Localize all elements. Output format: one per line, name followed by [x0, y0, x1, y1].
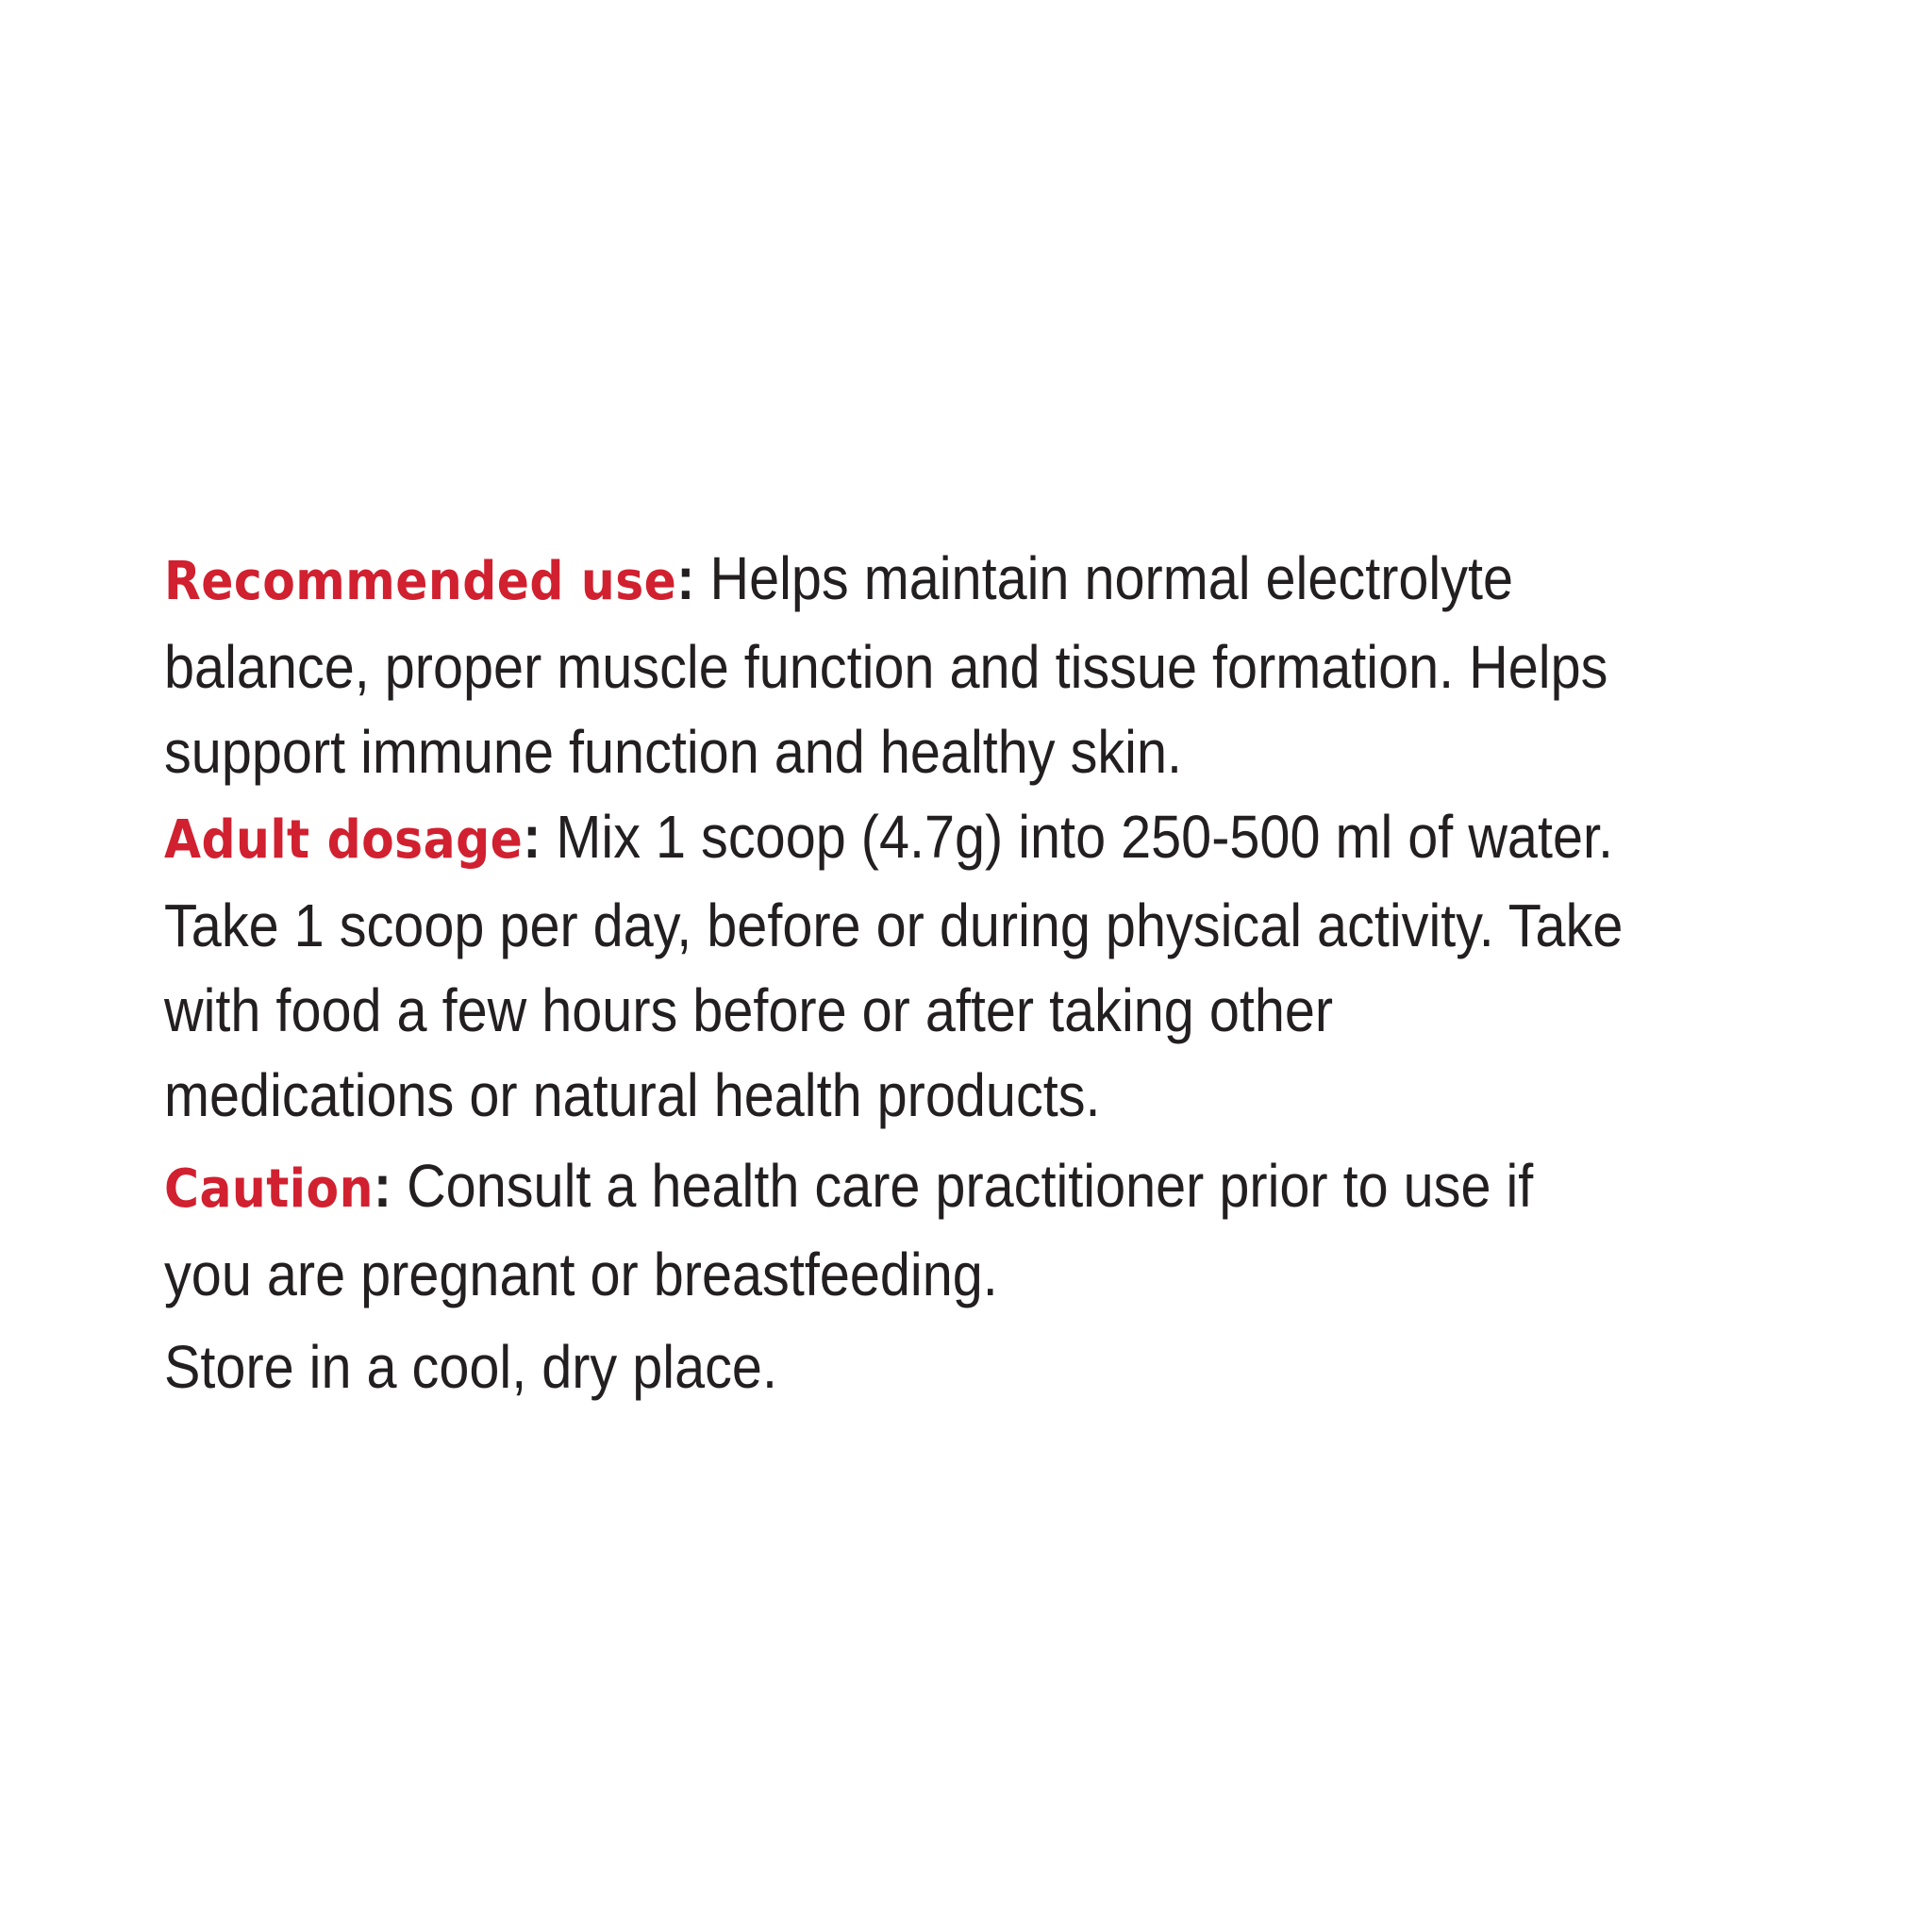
adult-dosage-text: Mix 1 scoop (4.7g) into 250-500 ml of water. Take 1 scoop per day, before or during physical activity. Take with food a few hours before or after taking other medications or natural health products. — [164, 803, 1624, 1129]
storage-paragraph — [164, 1324, 1624, 1409]
caution-colon: : — [373, 1152, 392, 1220]
storage-text: Store in a cool, dry place. — [164, 1333, 777, 1401]
adult-dosage-paragraph — [164, 794, 1624, 1138]
caution-heading: Caution — [164, 1158, 374, 1220]
product-label-text — [164, 536, 1624, 1409]
recommended-use-text: Helps maintain normal electrolyte balance, proper muscle function and tissue formation. Helps support immune function and healthy skin. — [164, 544, 1608, 786]
adult-dosage-colon: : — [523, 803, 541, 871]
recommended-use-paragraph — [164, 536, 1624, 794]
recommended-use-heading: Recommended use — [164, 551, 677, 612]
caution-text: Consult a health care practitioner prior to use if you are pregnant or breastfeeding. — [164, 1152, 1534, 1308]
recommended-use-colon: : — [676, 544, 695, 612]
caution-paragraph — [164, 1143, 1624, 1317]
adult-dosage-heading: Adult dosage — [164, 809, 524, 871]
